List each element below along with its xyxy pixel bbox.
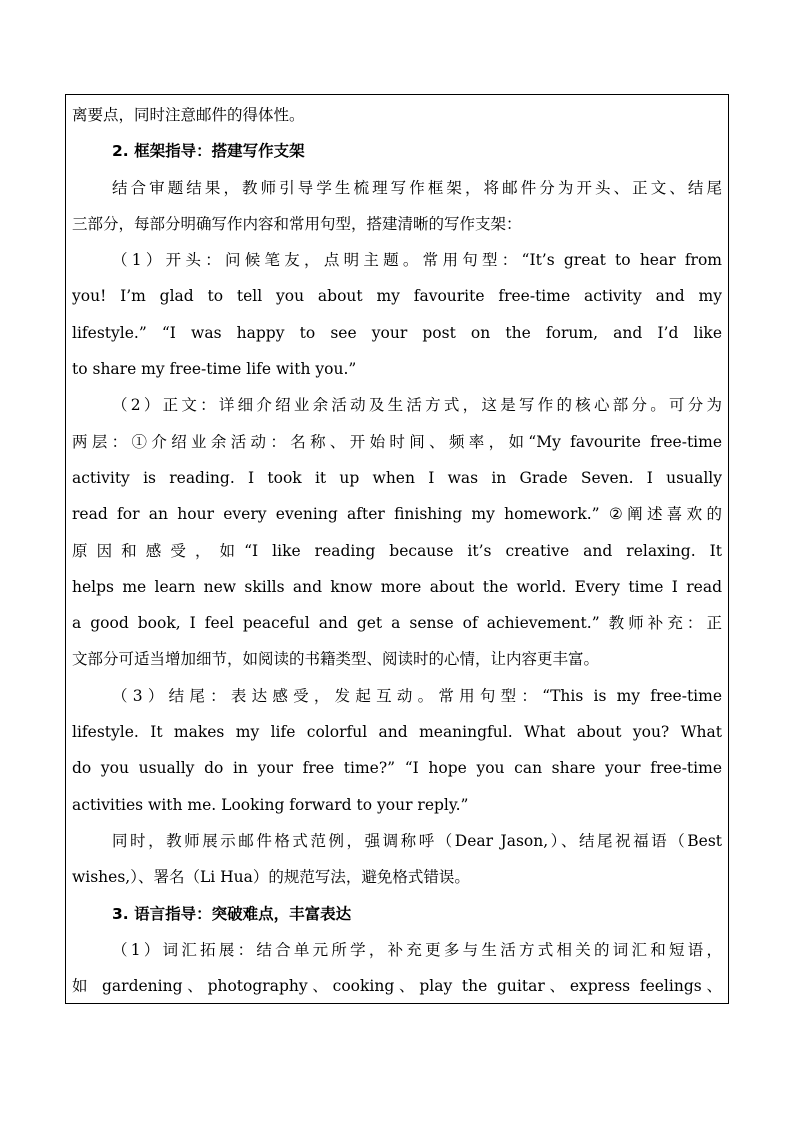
section-heading-language: 3. 语言指导：突破难点，丰富表达 <box>112 904 352 923</box>
paragraph-line: activity is reading. I took it up when I was in Grade Seven. I usually <box>72 468 722 487</box>
paragraph-line: do you usually do in your free time?” “I hope you can share your free-time <box>72 759 722 778</box>
paragraph-line: 结合审题结果，教师引导学生梳理写作框架，将邮件分为开头、正文、结尾 <box>112 178 722 197</box>
paragraph-line: helps me learn new skills and know more about the world. Every time I read <box>72 577 722 596</box>
paragraph-line: （1）开头：问候笔友，点明主题。常用句型：“It’s great to hear from <box>112 251 722 270</box>
paragraph-line: 三部分，每部分明确写作内容和常用句型，搭建清晰的写作支架： <box>72 214 522 233</box>
document-table-cell <box>65 94 729 1004</box>
paragraph-line: 两层：①介绍业余活动：名称、开始时间、频率，如“My favourite free-time <box>72 432 722 451</box>
paragraph-line: 文部分可适当增加细节，如阅读的书籍类型、阅读时的心情，让内容更丰富。 <box>72 650 600 669</box>
paragraph-line: lifestyle.” “I was happy to see your post on the forum, and I’d like <box>72 323 722 342</box>
paragraph-line: wishes,）、署名（Li Hua）的规范写法，避免格式错误。 <box>72 868 470 887</box>
paragraph-line: to share my free-time life with you.” <box>72 360 357 379</box>
paragraph-line: （3）结尾：表达感受，发起互动。常用句型：“This is my free-time <box>112 686 722 705</box>
paragraph-line: 原因和感受，如“I like reading because it’s creative and relaxing. It <box>72 541 722 560</box>
section-heading-framework: 2. 框架指导：搭建写作支架 <box>112 142 305 161</box>
paragraph-line: 同时，教师展示邮件格式范例，强调称呼（Dear Jason,）、结尾祝福语（Best <box>112 831 722 850</box>
paragraph-line: you! I’m glad to tell you about my favourite free-time activity and my <box>72 287 722 306</box>
paragraph-line: （1）词汇拓展：结合单元所学，补充更多与生活方式相关的词汇和短语， <box>112 940 722 959</box>
paragraph-line: （2）正文：详细介绍业余活动及生活方式，这是写作的核心部分。可分为 <box>112 396 722 415</box>
paragraph-line: activities with me. Looking forward to your reply.” <box>72 795 469 814</box>
document-body <box>72 97 722 1004</box>
paragraph-line: a good book, I feel peaceful and get a sense of achievement.” 教师补充：正 <box>72 614 722 633</box>
paragraph-line: lifestyle. It makes my life colorful and meaningful. What about you? What <box>72 723 722 742</box>
paragraph-line: 如 gardening、photography、cooking、play the guitar、express feelings、 <box>72 977 722 996</box>
paragraph-line: read for an hour every evening after finishing my homework.” ②阐述喜欢的 <box>72 505 722 524</box>
text-line-continuation: 离要点，同时注意邮件的得体性。 <box>72 106 305 124</box>
